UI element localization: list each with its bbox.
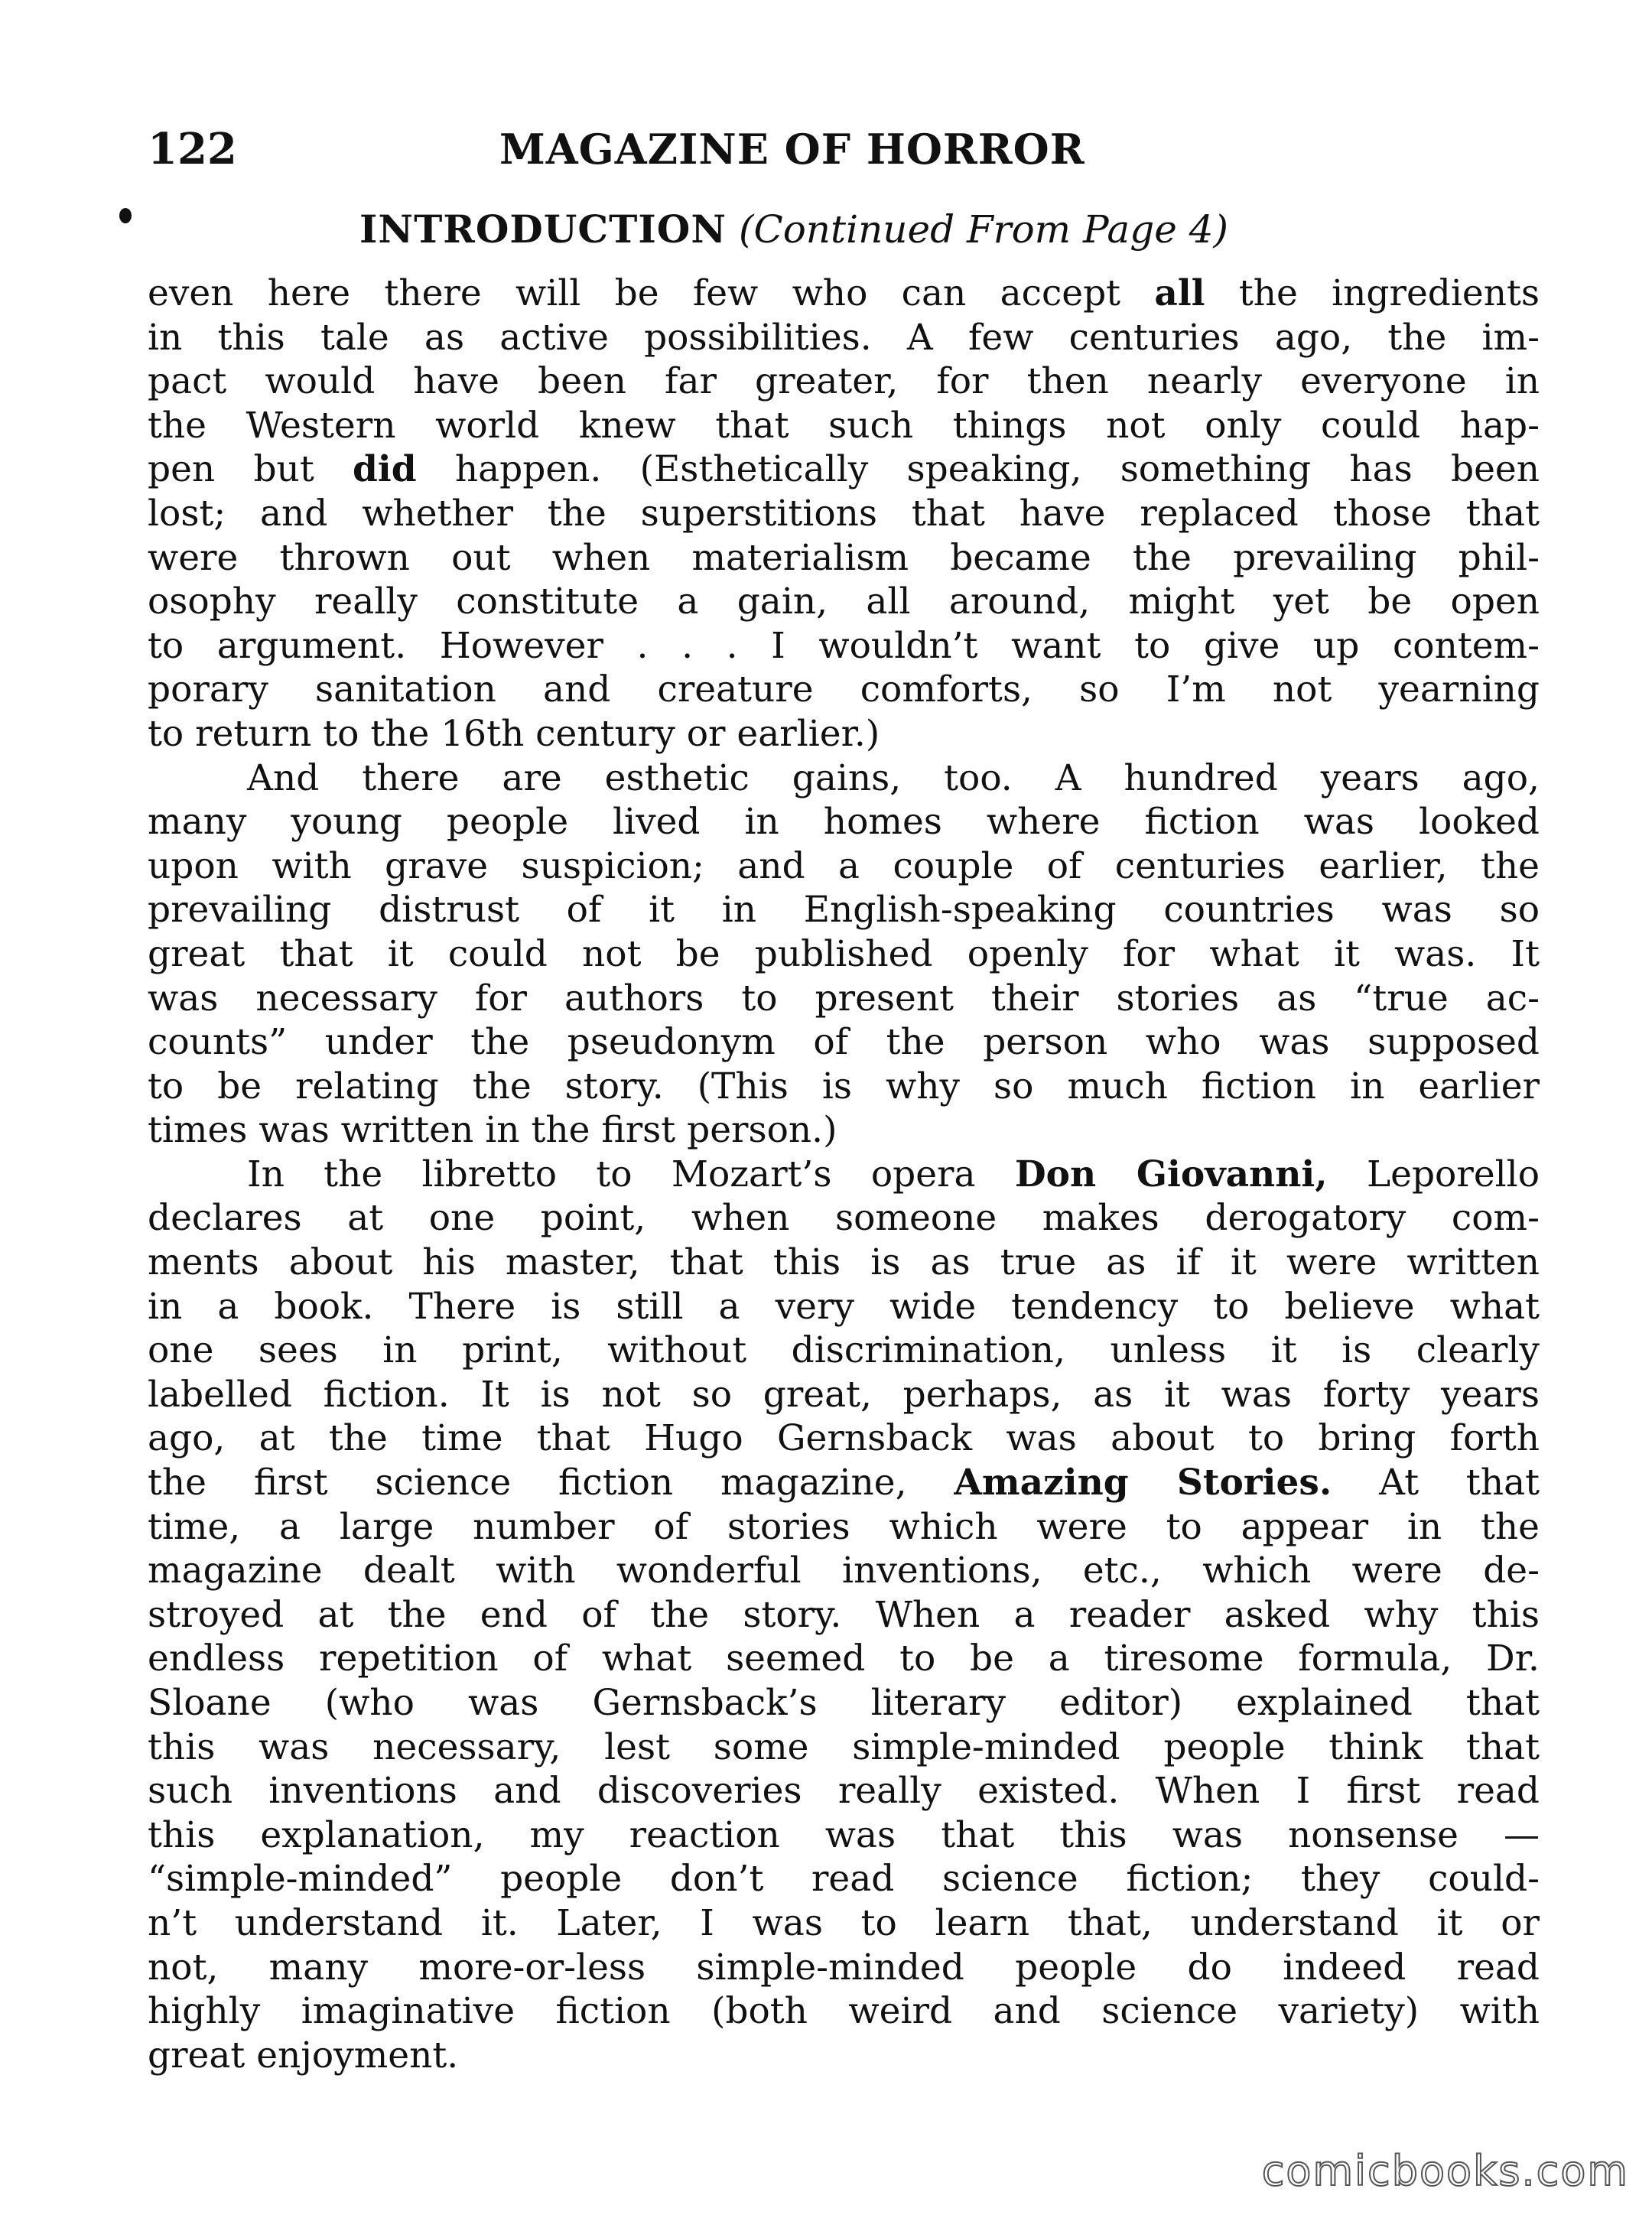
text-segment: the Western world knew that such things not only could hap- bbox=[148, 404, 1540, 447]
text-segment: to return to the 16th century or earlier.) bbox=[148, 712, 880, 755]
text-line bbox=[148, 492, 1540, 536]
page-number: 122 bbox=[148, 124, 237, 174]
text-line bbox=[148, 316, 1540, 360]
bold-text: did bbox=[353, 448, 417, 491]
text-segment: in a book. There is still a very wide tendency to believe what bbox=[148, 1285, 1540, 1328]
bold-text: Don Giovanni, bbox=[1014, 1153, 1328, 1195]
body-text bbox=[148, 272, 1540, 2077]
text-line bbox=[148, 447, 1540, 492]
text-segment: great that it could not be published openly for what it was. It bbox=[148, 932, 1540, 975]
text-segment: upon with grave suspicion; and a couple of centuries earlier, the bbox=[148, 844, 1540, 887]
section-heading bbox=[359, 199, 1228, 260]
bold-text: all bbox=[1154, 272, 1205, 314]
continued-note: (Continued From Page 4) bbox=[738, 207, 1229, 252]
text-segment: highly imaginative fiction (both weird and science variety) with bbox=[148, 1990, 1540, 2033]
text-segment: time, a large number of stories which were to appear in the bbox=[148, 1505, 1540, 1548]
text-line bbox=[148, 1241, 1540, 1285]
text-line bbox=[148, 1637, 1540, 1681]
text-segment: n’t understand it. Later, I was to learn that, understand it or bbox=[148, 1901, 1540, 1944]
text-segment: At that bbox=[1332, 1462, 1540, 1504]
text-line bbox=[148, 1065, 1540, 1109]
text-segment: endless repetition of what seemed to be a tiresome formula, Dr. bbox=[148, 1637, 1540, 1680]
text-segment: declares at one point, when someone makes derogatory com- bbox=[148, 1197, 1540, 1240]
text-line bbox=[148, 1108, 1540, 1153]
text-segment: this was necessary, lest some simple-minded people think that bbox=[148, 1725, 1540, 1768]
text-segment: one sees in print, without discrimination, unless it is clearly bbox=[148, 1329, 1540, 1372]
page-header bbox=[148, 115, 1540, 184]
text-segment: stroyed at the end of the story. When a reader asked why this bbox=[148, 1593, 1540, 1636]
text-line bbox=[148, 1505, 1540, 1550]
text-line bbox=[148, 756, 1540, 801]
text-line bbox=[148, 977, 1540, 1021]
text-segment: pen but bbox=[148, 448, 353, 491]
watermark-logo: comicbooks.com bbox=[1261, 2147, 1629, 2195]
text-line bbox=[148, 1593, 1540, 1637]
text-segment: not, many more-or-less simple-minded people do indeed read bbox=[148, 1946, 1540, 1989]
text-segment: times was written in the first person.) bbox=[148, 1109, 837, 1152]
text-line bbox=[148, 580, 1540, 624]
text-line bbox=[148, 1416, 1540, 1461]
text-segment: “simple-minded” people don’t read science fiction; they could- bbox=[148, 1858, 1540, 1901]
text-line bbox=[148, 1153, 1540, 1197]
text-segment: this explanation, my reaction was that this was nonsense — bbox=[148, 1813, 1540, 1856]
text-line bbox=[148, 1461, 1540, 1505]
text-line bbox=[148, 888, 1540, 932]
text-line bbox=[148, 1373, 1540, 1417]
text-segment: counts” under the pseudonym of the person who was supposed bbox=[148, 1021, 1540, 1064]
text-segment: lost; and whether the superstitions that have replaced those that bbox=[148, 492, 1540, 535]
text-segment: such inventions and discoveries really existed. When I first read bbox=[148, 1770, 1540, 1813]
text-segment: many young people lived in homes where fiction was looked bbox=[148, 801, 1540, 844]
text-segment: the first science fiction magazine, bbox=[148, 1462, 954, 1504]
text-line bbox=[148, 1989, 1540, 2034]
text-segment: in this tale as active possibilities. A few centuries ago, the im- bbox=[148, 316, 1540, 359]
text-line bbox=[148, 624, 1540, 668]
running-title: MAGAZINE OF HORROR bbox=[499, 125, 1085, 174]
text-segment: Leporello bbox=[1327, 1153, 1540, 1195]
text-line bbox=[148, 844, 1540, 889]
text-segment: ago, at the time that Hugo Gernsback was about to bring forth bbox=[148, 1417, 1540, 1460]
text-line bbox=[148, 1020, 1540, 1065]
text-line bbox=[148, 1549, 1540, 1593]
text-segment: And there are esthetic gains, too. A hundred years ago, bbox=[247, 756, 1540, 799]
text-segment: magazine dealt with wonderful inventions, etc., which were de- bbox=[148, 1550, 1540, 1592]
text-segment: great enjoyment. bbox=[148, 2034, 459, 2077]
text-segment: even here there will be few who can accept bbox=[148, 272, 1155, 314]
text-segment: ments about his master, that this is as true as if it were written bbox=[148, 1241, 1540, 1284]
text-line bbox=[148, 1285, 1540, 1329]
text-line bbox=[148, 1857, 1540, 1901]
text-segment: Sloane (who was Gernsback’s literary editor) explained that bbox=[148, 1682, 1540, 1724]
bold-text: Amazing Stories. bbox=[954, 1462, 1332, 1504]
text-segment: to be relating the story. (This is why so much fiction in earlier bbox=[148, 1065, 1540, 1107]
text-line bbox=[148, 359, 1540, 404]
text-segment: the ingredients bbox=[1205, 272, 1540, 314]
text-segment: pact would have been far greater, for then nearly everyone in bbox=[148, 360, 1540, 403]
text-segment: In the libretto to Mozart’s opera bbox=[247, 1153, 1015, 1195]
text-segment: were thrown out when materialism became the prevailing phil- bbox=[148, 536, 1540, 579]
text-line bbox=[148, 536, 1540, 581]
text-segment: to argument. However . . . I wouldn’t want to give up contem- bbox=[148, 624, 1540, 667]
text-line bbox=[148, 1946, 1540, 1990]
text-line bbox=[148, 272, 1540, 316]
text-line bbox=[148, 1329, 1540, 1373]
text-segment: labelled fiction. It is not so great, perhaps, as it was forty years bbox=[148, 1373, 1540, 1416]
text-segment: porary sanitation and creature comforts, so I’m not yearning bbox=[148, 668, 1540, 711]
text-segment: happen. (Esthetically speaking, something has been bbox=[416, 448, 1540, 491]
text-line bbox=[148, 1196, 1540, 1241]
text-line bbox=[148, 800, 1540, 844]
text-line bbox=[148, 404, 1540, 448]
text-line bbox=[148, 1813, 1540, 1858]
text-line bbox=[148, 932, 1540, 977]
text-line bbox=[148, 668, 1540, 712]
text-line bbox=[148, 1769, 1540, 1813]
text-line bbox=[148, 1725, 1540, 1770]
text-line bbox=[148, 1901, 1540, 1946]
text-line bbox=[148, 1681, 1540, 1725]
bullet-dot-icon bbox=[119, 208, 132, 223]
text-line bbox=[148, 712, 1540, 756]
text-line bbox=[148, 2034, 1540, 2078]
text-segment: osophy really constitute a gain, all around, might yet be open bbox=[148, 581, 1540, 623]
text-segment: prevailing distrust of it in English-speaking countries was so bbox=[148, 889, 1540, 932]
text-segment: was necessary for authors to present their stories as “true ac- bbox=[148, 977, 1540, 1020]
section-title: INTRODUCTION bbox=[359, 207, 727, 252]
